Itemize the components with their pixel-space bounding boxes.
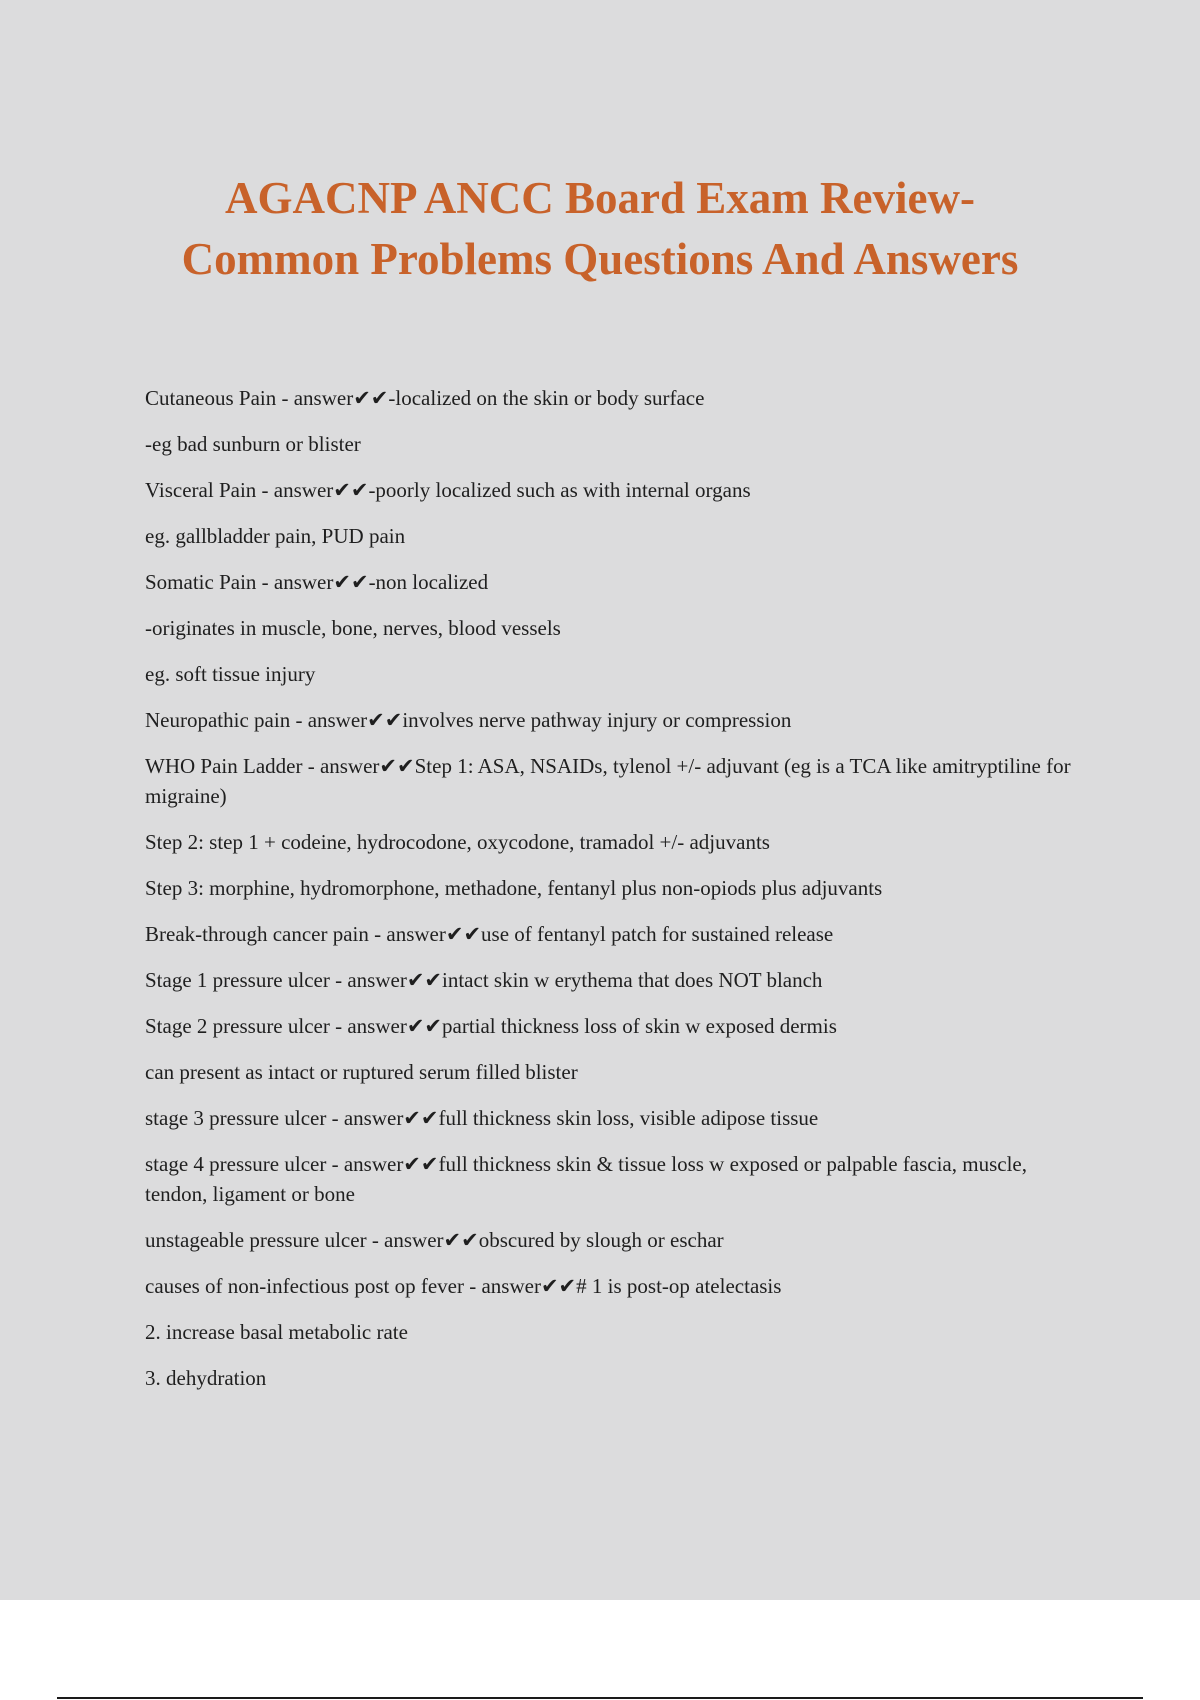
title-line-2: Common Problems Questions And Answers: [181, 234, 1019, 284]
text-line: unstageable pressure ulcer - answer✔✔obscured by slough or eschar: [145, 1228, 724, 1252]
text-line: 2. increase basal metabolic rate: [145, 1320, 408, 1344]
text-line: Cutaneous Pain - answer✔✔-localized on the skin or body surface: [145, 386, 705, 410]
text-line: eg. soft tissue injury: [145, 662, 316, 686]
page-divider: [57, 1697, 1143, 1699]
text-line: Stage 1 pressure ulcer - answer✔✔intact skin w erythema that does NOT blanch: [145, 968, 823, 992]
text-line: Stage 2 pressure ulcer - answer✔✔partial thickness loss of skin w exposed dermis: [145, 1014, 837, 1038]
text-line: stage 3 pressure ulcer - answer✔✔full thickness skin loss, visible adipose tissue: [145, 1106, 819, 1130]
qa-content: [145, 383, 1090, 1409]
text-line: -originates in muscle, bone, nerves, blood vessels: [145, 616, 561, 640]
text-line: Visceral Pain - answer✔✔-poorly localized such as with internal organs: [145, 478, 751, 502]
text-line: Step 2: step 1 + codeine, hydrocodone, oxycodone, tramadol +/- adjuvants: [145, 830, 770, 854]
text-line: can present as intact or ruptured serum filled blister: [145, 1060, 578, 1084]
page-title: [100, 168, 1100, 290]
text-line: causes of non-infectious post op fever - answer✔✔# 1 is post-op atelectasis: [145, 1274, 782, 1298]
text-line: Somatic Pain - answer✔✔-non localized: [145, 570, 489, 594]
title-line-1: AGACNP ANCC Board Exam Review-: [225, 173, 975, 223]
text-line: Neuropathic pain - answer✔✔involves nerve pathway injury or compression: [145, 708, 792, 732]
text-line: WHO Pain Ladder - answer✔✔Step 1: ASA, NSAIDs, tylenol +/- adjuvant (eg is a TCA like amitryptiline for migraine): [145, 754, 1071, 808]
text-line: stage 4 pressure ulcer - answer✔✔full thickness skin & tissue loss w exposed or palpable fascia, muscle, tendon, ligament or bone: [145, 1152, 1027, 1206]
text-line: -eg bad sunburn or blister: [145, 432, 361, 456]
text-line: Step 3: morphine, hydromorphone, methadone, fentanyl plus non-opiods plus adjuvants: [145, 876, 883, 900]
text-line: Break-through cancer pain - answer✔✔use of fentanyl patch for sustained release: [145, 922, 834, 946]
text-line: eg. gallbladder pain, PUD pain: [145, 524, 406, 548]
text-line: 3. dehydration: [145, 1366, 267, 1390]
